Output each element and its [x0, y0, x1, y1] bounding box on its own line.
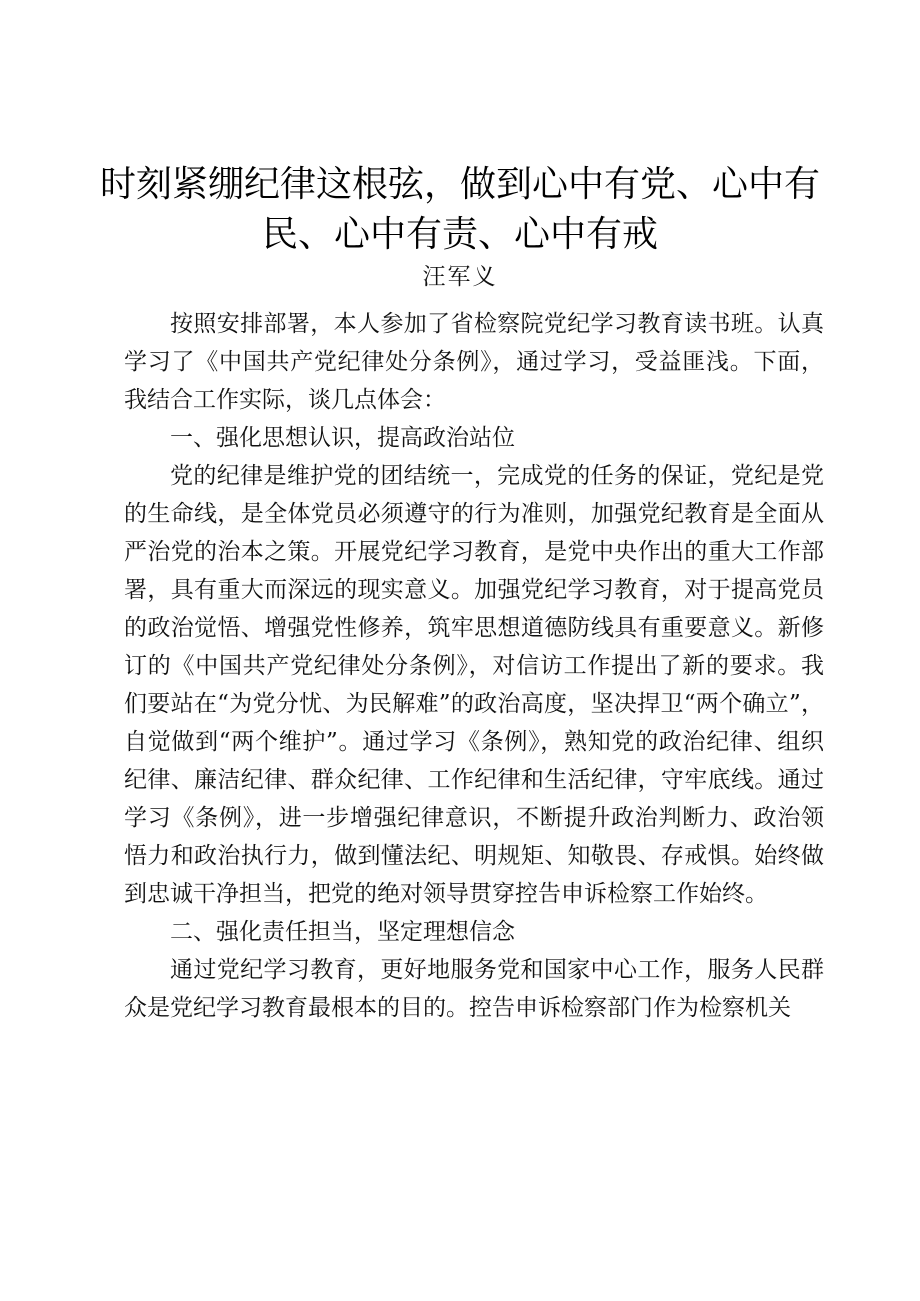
document-body — [124, 305, 824, 1027]
paragraph-section-1: 党的纪律是维护党的团结统一，完成党的任务的保证，党纪是党的生命线，是全体党员必须遵守的行为准则，加强党纪教育是全面从严治党的治本之策。开展党纪学习教育，是党中央作出的重大工作部署，具有重大而深远的现实意义。加强党纪学习教育，对于提高党员的政治觉悟、增强党性修养，筑牢思想道德防线具有重要意义。新修订的《中国共产党纪律处分条例》，对信访工作提出了新的要求。我们要站在“为党分忧、为民解难”的政治高度，坚决捍卫“两个确立”，自觉做到“两个维护”。通过学习《条例》，熟知党的政治纪律、组织纪律、廉洁纪律、群众纪律、工作纪律和生活纪律，守牢底线。通过学习《条例》，进一步增强纪律意识，不断提升政治判断力、政治领悟力和政治执行力，做到懂法纪、明规矩、知敬畏、存戒惧。始终做到忠诚干净担当，把党的绝对领导贯穿控告申诉检察工作始终。 — [124, 463, 824, 907]
section-heading-2: 二、强化责任担当，坚定理想信念 — [170, 919, 515, 945]
paragraph-section-2: 通过党纪学习教育，更好地服务党和国家中心工作，服务人民群众是党纪学习教育最根本的目的。控告申诉检察部门作为检察机关 — [124, 957, 824, 1021]
author-name: 汪军义 — [422, 264, 498, 290]
section-heading-1: 一、强化思想认识，提高政治站位 — [170, 425, 515, 451]
paragraph-intro: 按照安排部署，本人参加了省检察院党纪学习教育读书班。认真学习了《中国共产党纪律处分条例》，通过学习，受益匪浅。下面，我结合工作实际，谈几点体会： — [124, 311, 824, 413]
title-line-2: 民、心中有责、心中有戒 — [261, 214, 658, 255]
document-title — [100, 160, 820, 260]
title-line-1: 时刻紧绷纪律这根弦，做到心中有党、心中有 — [100, 164, 821, 205]
